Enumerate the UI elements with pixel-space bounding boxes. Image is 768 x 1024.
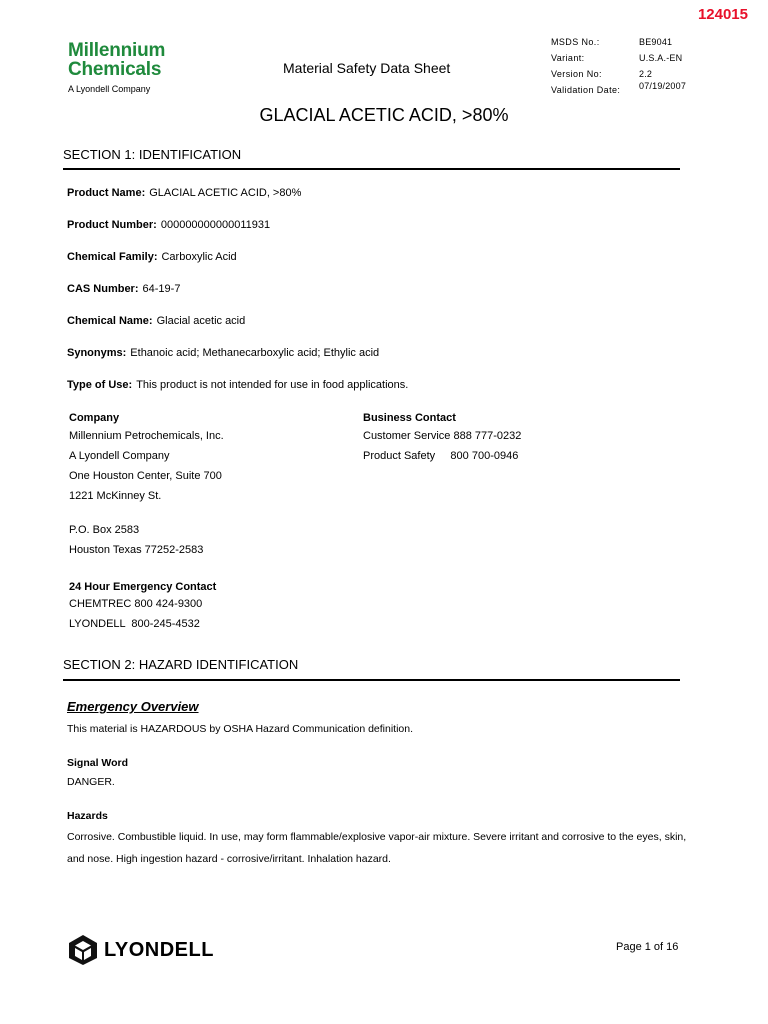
field-synonyms	[67, 347, 379, 359]
emergency-overview-title: Emergency Overview	[67, 699, 199, 714]
emergency-contact-block	[69, 581, 216, 634]
company-line: Millennium Petrochemicals, Inc.	[69, 430, 224, 442]
field-value: Carboxylic Acid	[161, 251, 237, 263]
business-contact-heading: Business Contact	[363, 412, 456, 424]
business-contact-line: Customer Service 888 777-0232	[363, 430, 522, 442]
main-title: GLACIAL ACETIC ACID, >80%	[259, 105, 509, 125]
field-label: Chemical Name:	[67, 315, 153, 327]
company-line: 1221 McKinney St.	[69, 490, 162, 502]
section-2-divider	[63, 679, 680, 681]
field-product-number	[67, 219, 270, 231]
field-value: Ethanoic acid; Methanecarboxylic acid; Ethylic acid	[130, 347, 380, 359]
document-id: 124015	[697, 6, 748, 23]
business-contact-block	[363, 412, 521, 466]
business-contact-line: Product Safety 800 700-0946	[363, 450, 519, 462]
field-value: This product is not intended for use in food applications.	[136, 379, 409, 391]
brand-line-1: Millennium	[68, 40, 166, 61]
company-po-line: P.O. Box 2583	[69, 524, 140, 536]
lyondell-cube-icon	[68, 934, 98, 966]
company-line: One Houston Center, Suite 700	[69, 470, 222, 482]
section-1-divider	[63, 168, 680, 170]
hazards-label: Hazards	[67, 810, 108, 822]
variant-label: Variant:	[551, 53, 585, 63]
field-product-name	[67, 187, 301, 199]
section-2-heading: SECTION 2: HAZARD IDENTIFICATION	[63, 657, 299, 672]
version-value: 2.2	[639, 69, 653, 79]
field-label: Synonyms:	[67, 347, 127, 359]
field-label: Type of Use:	[67, 379, 133, 391]
field-label: Chemical Family:	[67, 251, 158, 263]
company-po-line: Houston Texas 77252-2583	[69, 544, 204, 556]
msds-no-label: MSDS No.:	[551, 37, 600, 47]
field-value: GLACIAL ACETIC ACID, >80%	[149, 187, 302, 199]
field-label: Product Name:	[67, 187, 146, 199]
validation-date-label: Validation Date:	[551, 85, 621, 95]
emergency-contact-line: CHEMTREC 800 424-9300	[69, 598, 203, 610]
overview-text: This material is HAZARDOUS by OSHA Hazard Communication definition.	[67, 723, 414, 735]
company-line: A Lyondell Company	[69, 450, 170, 462]
field-chemical-name	[67, 315, 245, 327]
validation-date-value: 07/19/2007	[639, 81, 687, 91]
signal-word-label: Signal Word	[67, 757, 129, 769]
field-value: 64-19-7	[142, 283, 181, 295]
brand-subtitle: A Lyondell Company	[68, 84, 151, 94]
brand-line-2: Chemicals	[68, 59, 162, 80]
field-type-of-use	[67, 379, 408, 391]
emergency-contact-line: LYONDELL 800-245-4532	[69, 618, 200, 630]
millennium-chemicals-logo	[68, 41, 165, 94]
version-label: Version No:	[551, 69, 602, 79]
page-number: Page 1 of 16	[616, 941, 679, 953]
section-1-heading: SECTION 1: IDENTIFICATION	[63, 147, 242, 162]
company-heading: Company	[69, 412, 120, 424]
field-cas-number	[67, 283, 180, 295]
hazards-text: Corrosive. Combustible liquid. In use, may form flammable/explosive vapor-air mixture. Severe irritant and corrosive to the eyes, skin, and nose. High ingestion hazard - corrosive/irritant. Inhalation hazard.	[67, 831, 687, 865]
msds-no-value: BE9041	[639, 37, 673, 47]
variant-value: U.S.A.-EN	[639, 53, 683, 63]
field-label: CAS Number:	[67, 283, 139, 295]
field-label: Product Number:	[67, 219, 157, 231]
field-value: 000000000000011931	[160, 219, 271, 231]
signal-word-value: DANGER.	[67, 776, 115, 788]
company-block	[69, 412, 224, 560]
field-chemical-family	[67, 251, 237, 263]
emergency-contact-heading: 24 Hour Emergency Contact	[69, 581, 217, 593]
msds-meta-block	[551, 36, 686, 100]
sheet-title: Material Safety Data Sheet	[283, 60, 451, 76]
field-value: Glacial acetic acid	[156, 315, 246, 327]
lyondell-logo	[68, 934, 214, 966]
lyondell-wordmark: LYONDELL	[104, 938, 214, 961]
